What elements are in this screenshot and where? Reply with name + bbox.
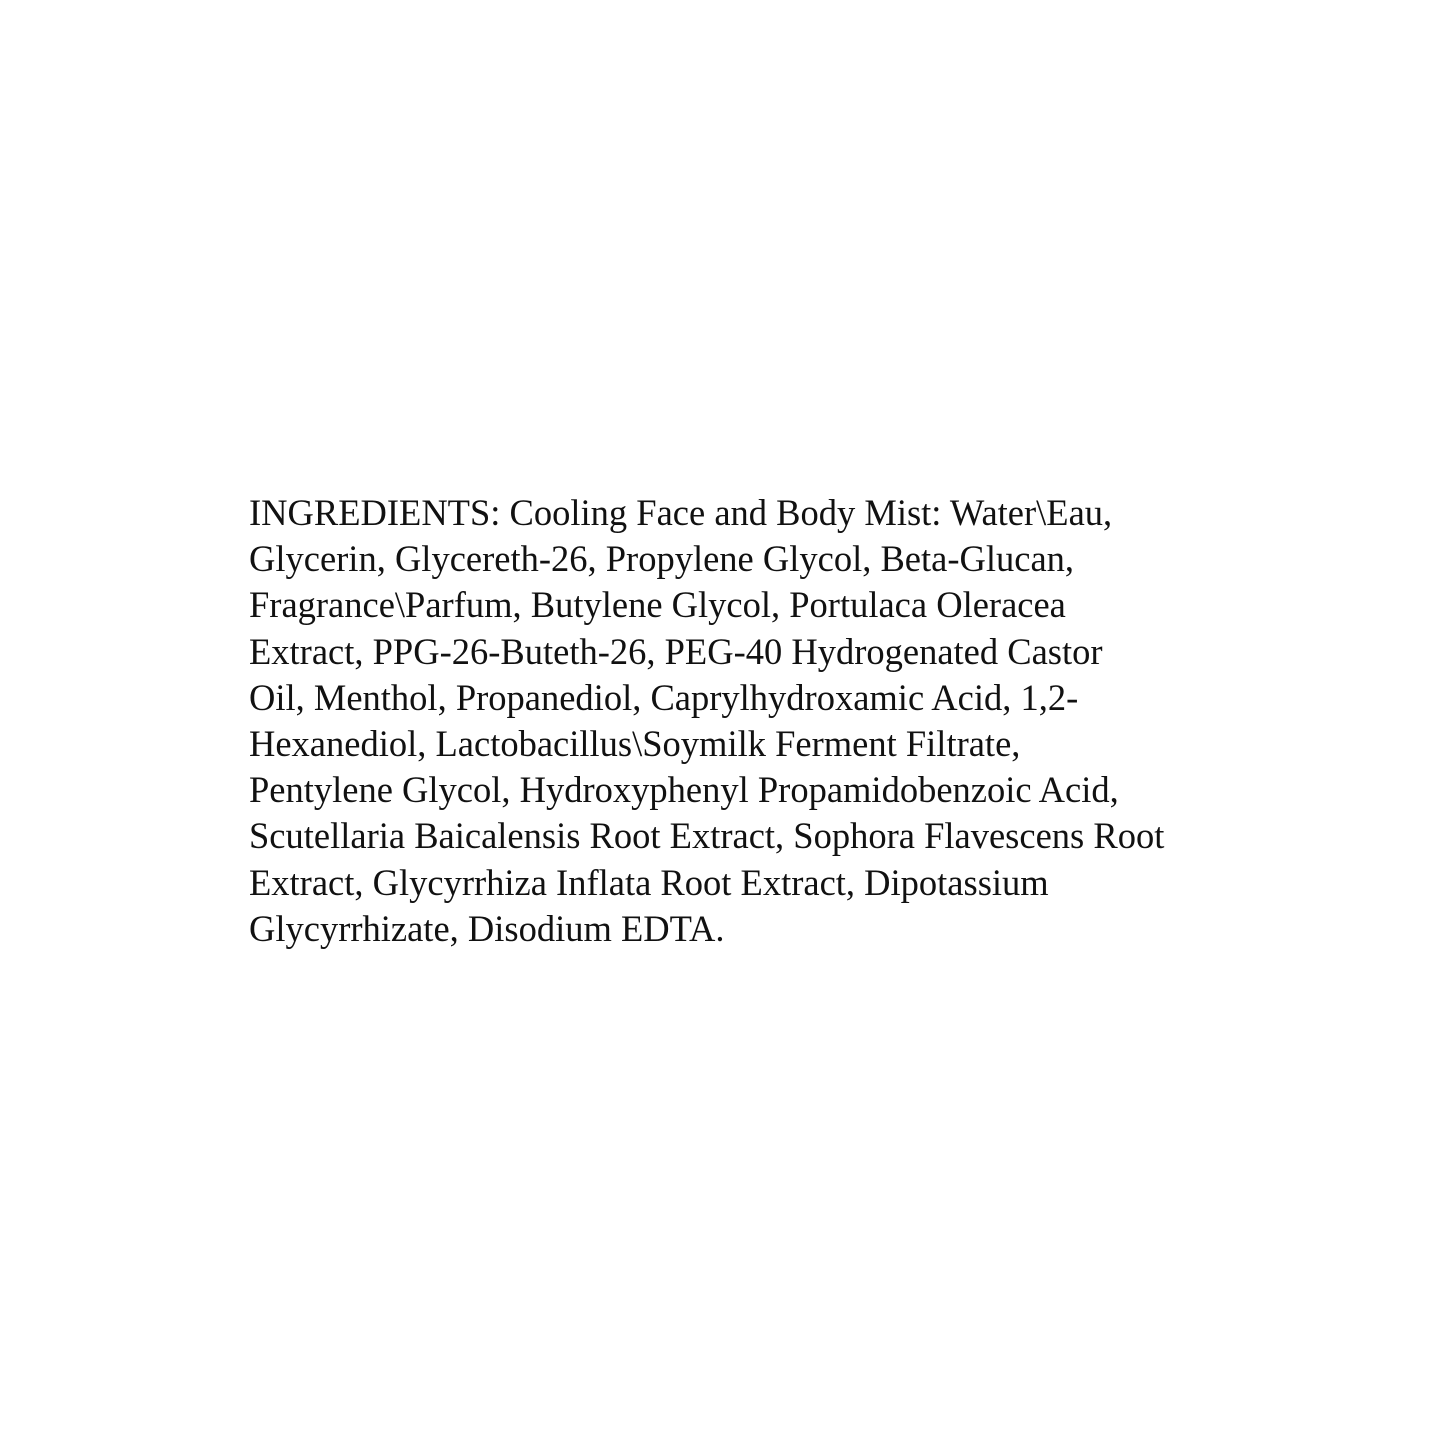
ingredients-line: Glycerin, Glycereth-26, Propylene Glycol, Beta-Glucan, — [249, 538, 1075, 580]
ingredients-line: Hexanediol, Lactobacillus\Soymilk Ferment Filtrate, — [249, 722, 1021, 764]
ingredients-line: INGREDIENTS: Cooling Face and Body Mist: Water\Eau, — [249, 492, 1113, 533]
ingredients-line: Oil, Menthol, Propanediol, Caprylhydroxamic Acid, 1,2- — [249, 676, 1079, 718]
ingredients-line: Glycyrrhizate, Disodium EDTA. — [249, 907, 725, 949]
ingredients-line: Extract, PPG-26-Buteth-26, PEG-40 Hydrogenated Castor — [249, 630, 1103, 672]
ingredients-line: Pentylene Glycol, Hydroxyphenyl Propamidobenzoic Acid, — [249, 769, 1119, 811]
ingredients-line: Scutellaria Baicalensis Root Extract, Sophora Flavescens Root — [249, 815, 1165, 857]
ingredients-line: Extract, Glycyrrhiza Inflata Root Extract, Dipotassium — [249, 861, 1049, 903]
ingredients-line: Fragrance\Parfum, Butylene Glycol, Portulaca Oleracea — [249, 584, 1066, 626]
ingredients-text-block — [249, 490, 1249, 952]
